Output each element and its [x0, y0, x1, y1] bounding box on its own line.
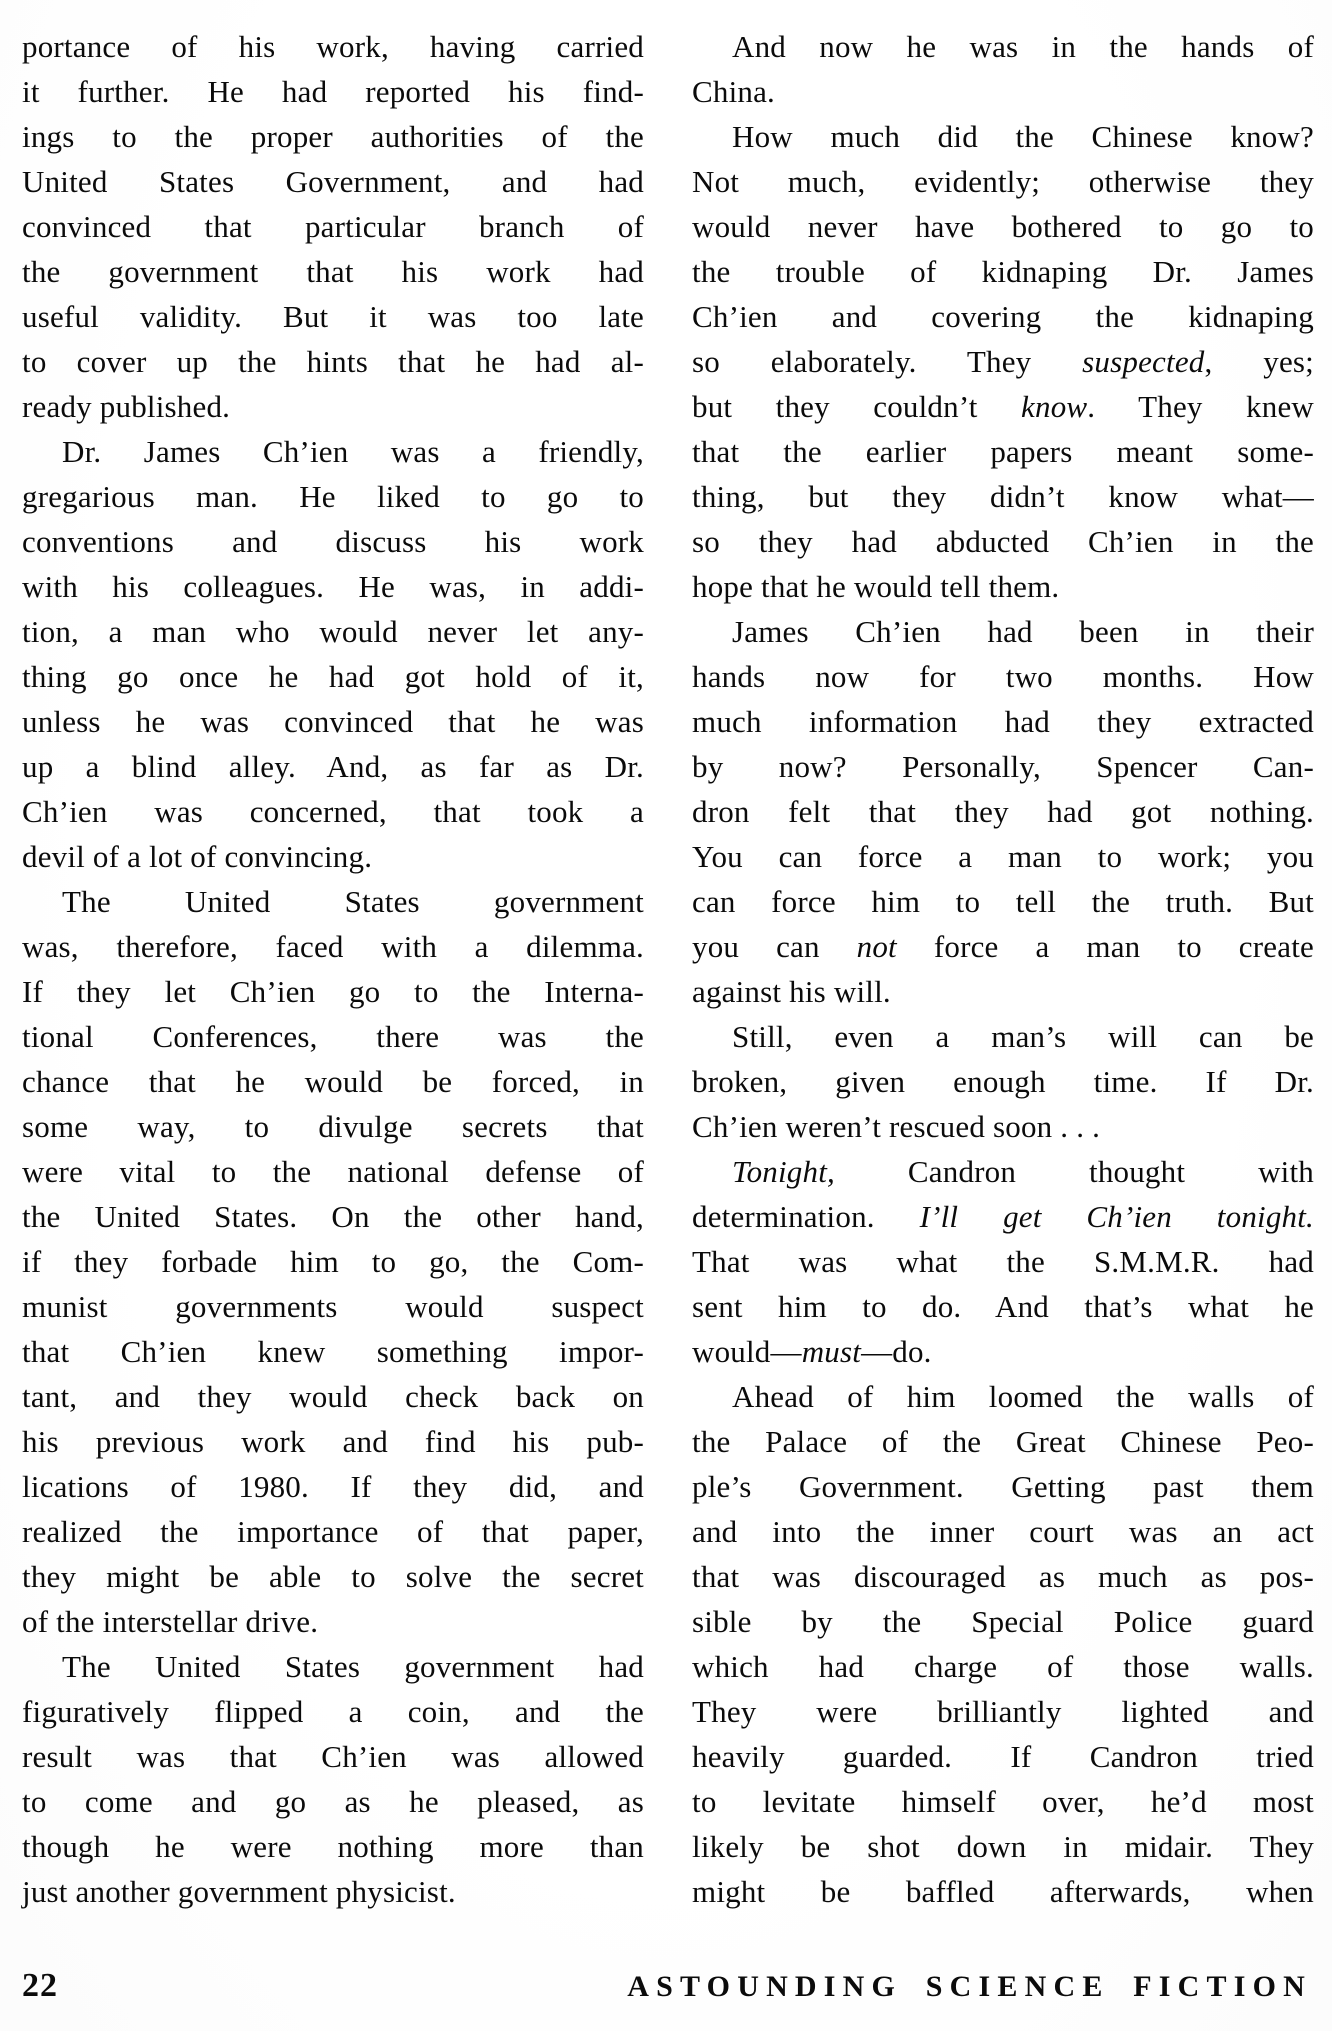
text-line: If they let Ch’ien go to the Interna-: [22, 974, 644, 1009]
text-line: China.: [692, 74, 775, 109]
text-line: Ch’ien was concerned, that took a: [22, 794, 644, 829]
text-line: conventions and discuss his work: [22, 524, 644, 559]
text-line: hands now for two months. How: [692, 659, 1314, 694]
text-line: tant, and they would check back on: [22, 1379, 644, 1414]
paragraph: [22, 24, 644, 429]
text-line: realized the importance of that paper,: [22, 1514, 644, 1549]
text-line: Dr. James Ch’ien was a friendly,: [62, 434, 644, 469]
text-line: Tonight, Candron thought with: [732, 1154, 1314, 1189]
text-line: likely be shot down in midair. They: [692, 1829, 1314, 1864]
text-line: unless he was convinced that he was: [22, 704, 644, 739]
text-line: by now? Personally, Spencer Can-: [692, 749, 1314, 784]
text-line: some way, to divulge secrets that: [22, 1109, 644, 1144]
text-line: James Ch’ien had been in their: [732, 614, 1314, 649]
text-line: you can not force a man to create: [692, 929, 1314, 964]
text-line: How much did the Chinese know?: [732, 119, 1314, 154]
text-line: that was discouraged as much as pos-: [692, 1559, 1314, 1594]
text-line: it further. He had reported his find-: [22, 74, 644, 109]
text-columns: [22, 24, 1314, 1914]
magazine-title: ASTOUNDING SCIENCE FICTION: [627, 1970, 1312, 2003]
text-line: with his colleagues. He was, in addi-: [22, 569, 644, 604]
text-line: to cover up the hints that he had al-: [22, 344, 644, 379]
text-line: the trouble of kidnaping Dr. James: [692, 254, 1314, 289]
text-line: ple’s Government. Getting past them: [692, 1469, 1314, 1504]
paragraph: [22, 429, 644, 879]
text-line: the United States. On the other hand,: [22, 1199, 644, 1234]
text-line: chance that he would be forced, in: [22, 1064, 644, 1099]
text-line: ready published.: [22, 389, 231, 424]
text-line: You can force a man to work; you: [692, 839, 1314, 874]
text-line: tional Conferences, there was the: [22, 1019, 644, 1054]
text-line: would—must—do.: [692, 1334, 932, 1369]
right-column: [692, 24, 1314, 1914]
text-line: The United States government: [62, 884, 644, 919]
text-line: so elaborately. They suspected, yes;: [692, 344, 1314, 379]
text-line: broken, given enough time. If Dr.: [692, 1064, 1314, 1099]
text-line: result was that Ch’ien was allowed: [22, 1739, 644, 1774]
text-line: but they couldn’t know. They knew: [692, 389, 1314, 424]
text-line: Ch’ien weren’t rescued soon . . .: [692, 1109, 1101, 1144]
text-line: they might be able to solve the secret: [22, 1559, 644, 1594]
text-line: ings to the proper authorities of the: [22, 119, 644, 154]
left-column: [22, 24, 644, 1914]
text-line: They were brilliantly lighted and: [692, 1694, 1314, 1729]
text-line: sible by the Special Police guard: [692, 1604, 1314, 1639]
text-line: up a blind alley. And, as far as Dr.: [22, 749, 644, 784]
text-line: so they had abducted Ch’ien in the: [692, 524, 1314, 559]
paragraph: [22, 879, 644, 1644]
text-line: hope that he would tell them.: [692, 569, 1060, 604]
text-line: convinced that particular branch of: [22, 209, 644, 244]
paragraph: [692, 609, 1314, 1014]
text-line: his previous work and find his pub-: [22, 1424, 644, 1459]
text-line: And now he was in the hands of: [732, 29, 1314, 64]
text-line: much information had they extracted: [692, 704, 1314, 739]
text-line: Not much, evidently; otherwise they: [692, 164, 1314, 199]
text-line: lications of 1980. If they did, and: [22, 1469, 644, 1504]
paragraph: [22, 1644, 644, 1914]
paragraph: [692, 24, 1314, 114]
text-line: devil of a lot of convincing.: [22, 839, 373, 874]
text-line: was, therefore, faced with a dilemma.: [22, 929, 644, 964]
text-line: determination. I’ll get Ch’ien tonight.: [692, 1199, 1314, 1234]
text-line: the government that his work had: [22, 254, 644, 289]
text-line: to levitate himself over, he’d most: [692, 1784, 1314, 1819]
text-line: Still, even a man’s will can be: [732, 1019, 1314, 1054]
text-line: against his will.: [692, 974, 891, 1009]
text-line: and into the inner court was an act: [692, 1514, 1314, 1549]
text-line: tion, a man who would never let any-: [22, 614, 644, 649]
text-line: the Palace of the Great Chinese Peo-: [692, 1424, 1314, 1459]
text-line: can force him to tell the truth. But: [692, 884, 1314, 919]
text-line: that Ch’ien knew something impor-: [22, 1334, 644, 1369]
text-line: The United States government had: [62, 1649, 644, 1684]
text-line: thing go once he had got hold of it,: [22, 659, 644, 694]
text-line: if they forbade him to go, the Com-: [22, 1244, 644, 1279]
paragraph: [692, 1374, 1314, 1914]
text-line: just another government physicist.: [22, 1874, 456, 1909]
text-line: Ahead of him loomed the walls of: [732, 1379, 1314, 1414]
text-line: dron felt that they had got nothing.: [692, 794, 1314, 829]
text-line: might be baffled afterwards, when: [692, 1874, 1314, 1909]
paragraph: [692, 114, 1314, 609]
text-line: portance of his work, having carried: [22, 29, 644, 64]
text-line: were vital to the national defense of: [22, 1154, 644, 1189]
paragraph: [692, 1014, 1314, 1149]
text-line: thing, but they didn’t know what—: [692, 479, 1314, 514]
text-line: United States Government, and had: [22, 164, 644, 199]
text-line: to come and go as he pleased, as: [22, 1784, 644, 1819]
text-line: useful validity. But it was too late: [22, 299, 644, 334]
page-number: 22: [22, 1967, 58, 2004]
text-line: that the earlier papers meant some-: [692, 434, 1314, 469]
text-line: which had charge of those walls.: [692, 1649, 1314, 1684]
text-line: munist governments would suspect: [22, 1289, 644, 1324]
text-line: Ch’ien and covering the kidnaping: [692, 299, 1314, 334]
text-line: gregarious man. He liked to go to: [22, 479, 644, 514]
text-line: would never have bothered to go to: [692, 209, 1314, 244]
paragraph: [692, 1149, 1314, 1374]
text-line: though he were nothing more than: [22, 1829, 644, 1864]
text-line: sent him to do. And that’s what he: [692, 1289, 1314, 1324]
text-line: of the interstellar drive.: [22, 1604, 319, 1639]
text-line: That was what the S.M.M.R. had: [692, 1244, 1314, 1279]
text-line: heavily guarded. If Candron tried: [692, 1739, 1314, 1774]
page-footer: [22, 1967, 1312, 2005]
text-line: figuratively flipped a coin, and the: [22, 1694, 644, 1729]
